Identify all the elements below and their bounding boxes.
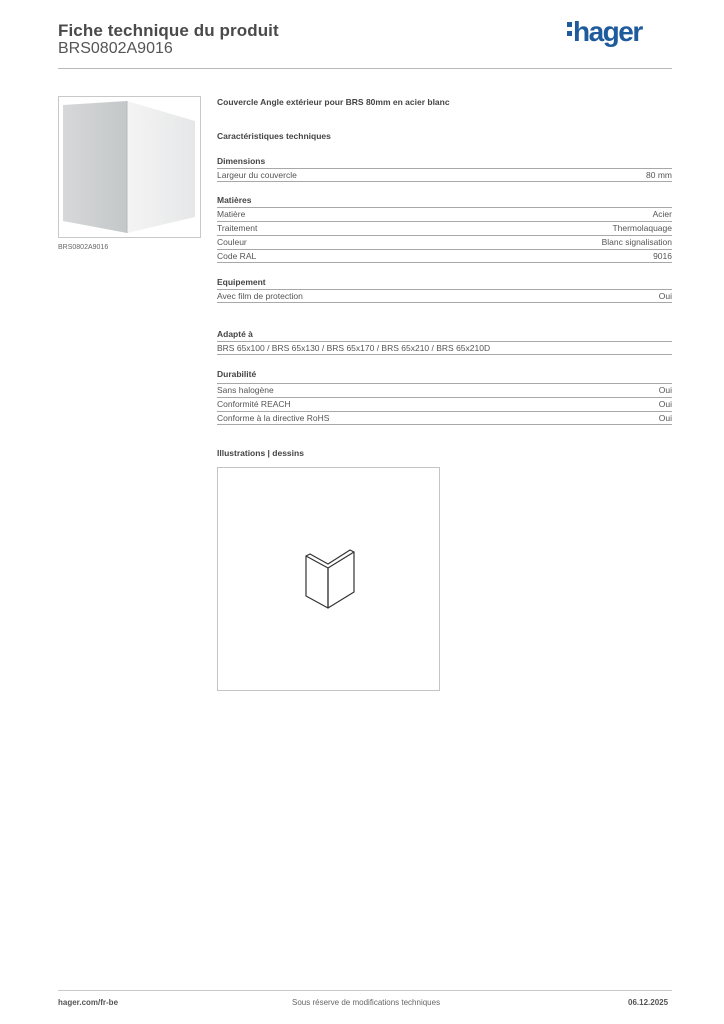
spec-row bbox=[217, 207, 672, 221]
spec-value: Oui bbox=[658, 413, 672, 423]
product-right-face bbox=[127, 101, 195, 233]
product-photo bbox=[59, 97, 200, 237]
section-title: Durabilité bbox=[217, 369, 257, 379]
spec-label: Largeur du couvercle bbox=[217, 170, 297, 180]
spec-label: Traitement bbox=[217, 223, 258, 233]
logo-colon-mark bbox=[567, 18, 573, 40]
spec-value: Oui bbox=[658, 291, 672, 301]
section-title: Equipement bbox=[217, 277, 266, 287]
spec-label: Conformité REACH bbox=[217, 399, 291, 409]
spec-label: Avec film de protection bbox=[217, 291, 303, 301]
spec-section-equipment bbox=[217, 276, 672, 303]
spec-label: Sans halogène bbox=[217, 385, 274, 395]
page-title: Fiche technique du produit bbox=[58, 21, 279, 40]
spec-row bbox=[217, 383, 672, 397]
footer-website: hager.com/fr-be bbox=[58, 998, 119, 1007]
drawing-right-face bbox=[328, 552, 354, 608]
spec-value: Oui bbox=[658, 385, 672, 395]
section-title: Matières bbox=[217, 195, 252, 205]
spec-row bbox=[217, 249, 672, 263]
section-title: Dimensions bbox=[217, 156, 266, 166]
hager-logo bbox=[567, 16, 642, 48]
spec-label: Matière bbox=[217, 209, 246, 219]
header-divider bbox=[58, 68, 672, 69]
spec-row bbox=[217, 221, 672, 235]
footer-date: 06.12.2025 bbox=[628, 998, 669, 1007]
logo-text: hager bbox=[573, 16, 642, 47]
spec-label: Code RAL bbox=[217, 251, 257, 261]
spec-row bbox=[217, 397, 672, 411]
spec-value: Acier bbox=[652, 209, 672, 219]
spec-label: BRS 65x100 / BRS 65x130 / BRS 65x170 / BRS 65x210 / BRS 65x210D bbox=[217, 343, 491, 353]
product-left-face bbox=[63, 101, 127, 233]
product-image-caption: BRS0802A9016 bbox=[58, 244, 109, 251]
spec-value: Oui bbox=[658, 399, 672, 409]
spec-section-dimensions bbox=[217, 155, 672, 182]
specs-heading: Caractéristiques techniques bbox=[217, 131, 331, 141]
spec-section-materials bbox=[217, 194, 672, 263]
spec-row bbox=[217, 168, 672, 182]
spec-value: 80 mm bbox=[646, 170, 672, 180]
spec-row bbox=[217, 289, 672, 303]
spec-value: Thermolaquage bbox=[612, 223, 672, 233]
product-description: Couvercle Angle extérieur pour BRS 80mm en acier blanc bbox=[217, 97, 450, 107]
spec-label: Conforme à la directive RoHS bbox=[217, 413, 330, 423]
spec-label: Couleur bbox=[217, 237, 247, 247]
product-image-frame bbox=[58, 96, 201, 238]
spec-section-compatible bbox=[217, 328, 672, 355]
spec-value: 9016 bbox=[653, 251, 672, 261]
footer-divider bbox=[58, 990, 672, 991]
footer-disclaimer: Sous réserve de modifications techniques bbox=[292, 998, 441, 1007]
spec-row bbox=[217, 341, 672, 355]
illustrations-heading: Illustrations | dessins bbox=[217, 448, 304, 458]
product-reference: BRS0802A9016 bbox=[58, 40, 173, 57]
drawing-left-face bbox=[306, 556, 328, 608]
spec-row bbox=[217, 411, 672, 425]
section-title: Adapté à bbox=[217, 329, 253, 339]
spec-value: Blanc signalisation bbox=[601, 237, 672, 247]
spec-section-durability bbox=[217, 368, 672, 425]
illustration-frame bbox=[217, 467, 440, 691]
spec-row bbox=[217, 235, 672, 249]
product-drawing bbox=[218, 468, 439, 690]
